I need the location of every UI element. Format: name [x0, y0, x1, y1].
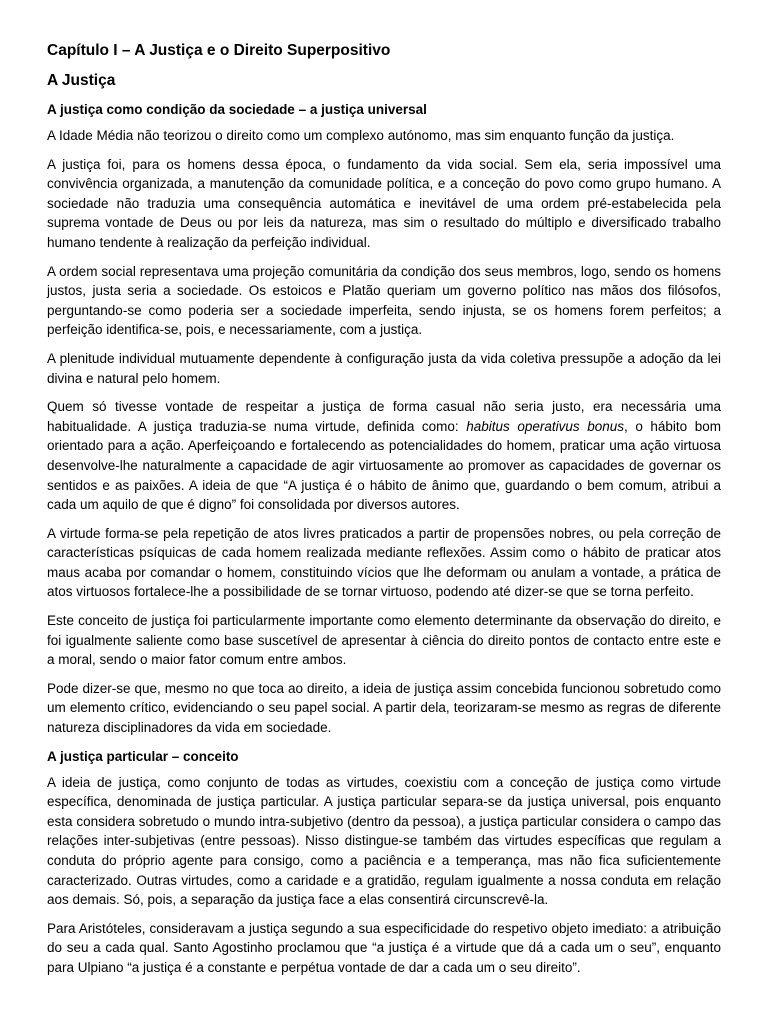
subsection-title-particular-justice: A justiça particular – conceito: [47, 748, 239, 764]
paragraph: A plenitude individual mutuamente dependente à configuração justa da vida coletiva pressupõe a adoção da lei divina e natural pelo homem.: [47, 350, 721, 386]
paragraph: A virtude forma-se pela repetição de atos livres praticados a partir de propensões nobres, ou pela correção de características psíquicas de cada homem realizada mediante reflexões. Assim como o hábito de praticar atos maus acaba por comandar o homem, constituindo vícios que lhe deformam ou anulam a vontade, a prática de atos virtuosos fortalece-lhe a possibilidade de se tornar virtuoso, podendo até dizer-se que se torna perfeito.: [47, 525, 721, 600]
paragraph: A ideia de justiça, como conjunto de todas as virtudes, coexistiu com a conceção de justiça como virtude específica, denominada de justiça particular. A justiça particular separa-se da justiça universal, pois enquanto esta considera sobretudo o mundo intra-subjetivo (dentro da pessoa), a justiça particular considera o campo das relações inter-subjetivas (entre pessoas). Nisso distingue-se também das virtudes específicas que regulam a conduta do próprio agente para consigo, como a paciência e a temperança, mas não fica suficientemente caracterizado. Outras virtudes, como a caridade e a gratidão, regulam igualmente a nossa conduta em relação aos demais. Só, pois, a separação da justiça face a elas consentirá circunscrevê-la.: [47, 774, 721, 908]
paragraph-text: Quem só tivesse vontade de respeitar a justiça de forma casual não seria justo, era necessária uma habitualidade. A justiça traduzia-se numa virtude, definida como:: [47, 399, 721, 434]
subsection-title-universal-justice: A justiça como condição da sociedade – a justiça universal: [47, 102, 427, 117]
paragraph: Para Aristóteles, consideravam a justiça segundo a sua especificidade do respetivo objeto imediato: a atribuição do seu a cada qual. Santo Agostinho proclamou que “a justiça é a virtude que dá a cada um o seu”, enquanto para Ulpiano “a justiça é a constante e perpétua vontade de dar a cada um o seu direito”.: [47, 920, 721, 975]
paragraph: Pode dizer-se que, mesmo no que toca ao direito, a ideia de justiça assim concebida funcionou sobretudo como um elemento crítico, evidenciando o seu papel social. A partir dela, teorizaram-se mesmo as regras de diferente natureza disciplinadores da vida em sociedade.: [47, 680, 721, 736]
document-page: [47, 40, 721, 987]
latin-term: habitus operativus bonus: [466, 418, 624, 434]
paragraph-virtue: [47, 397, 721, 515]
section-title: A Justiça: [47, 72, 116, 89]
paragraph-text: , o hábito bom orientado para a ação. Aperfeiçoando e fortalecendo as potencialidades do homem, praticar uma ação virtuosa desenvolve-lhe naturalmente a capacidade de agir virtuosamente ao promover as capacidades de governar os sentidos e as paixões. A ideia de que “A justiça é o hábito de ânimo que, guardando o bem comum, atribui a cada um aquilo de que é digno” foi consolidada por diversos autores.: [47, 418, 721, 513]
chapter-title: Capítulo I – A Justiça e o Direito Superpositivo: [47, 42, 391, 59]
paragraph: A justiça foi, para os homens dessa época, o fundamento da vida social. Sem ela, seria impossível uma convivência organizada, a manutenção da comunidade política, e a conceção do povo como grupo humano. A sociedade não traduzia uma consequência automática e inevitável de uma ordem pré-estabelecida pela suprema vontade de Deus ou por leis da natureza, mas sim o resultado do múltiplo e diversificado trabalho humano tendente à realização da perfeição individual.: [47, 156, 721, 250]
paragraph: A Idade Média não teorizou o direito como um complexo autónomo, mas sim enquanto função da justiça.: [47, 128, 675, 143]
paragraph: A ordem social representava uma projeção comunitária da condição dos seus membros, logo, sendo os homens justos, justa seria a sociedade. Os estoicos e Platão queriam um governo político nas mãos dos filósofos, perguntando-se como poderia ser a sociedade imperfeita, sendo injusta, se os homens forem perfeitos; a perfeição identifica-se, pois, e necessariamente, com a justiça.: [47, 263, 721, 338]
paragraph: Este conceito de justiça foi particularmente importante como elemento determinante da observação do direito, e foi igualmente saliente como base suscetível de apresentar à ciência do direito pontos de contacto entre este e a moral, sendo o maior fator comum entre ambos.: [47, 613, 721, 668]
